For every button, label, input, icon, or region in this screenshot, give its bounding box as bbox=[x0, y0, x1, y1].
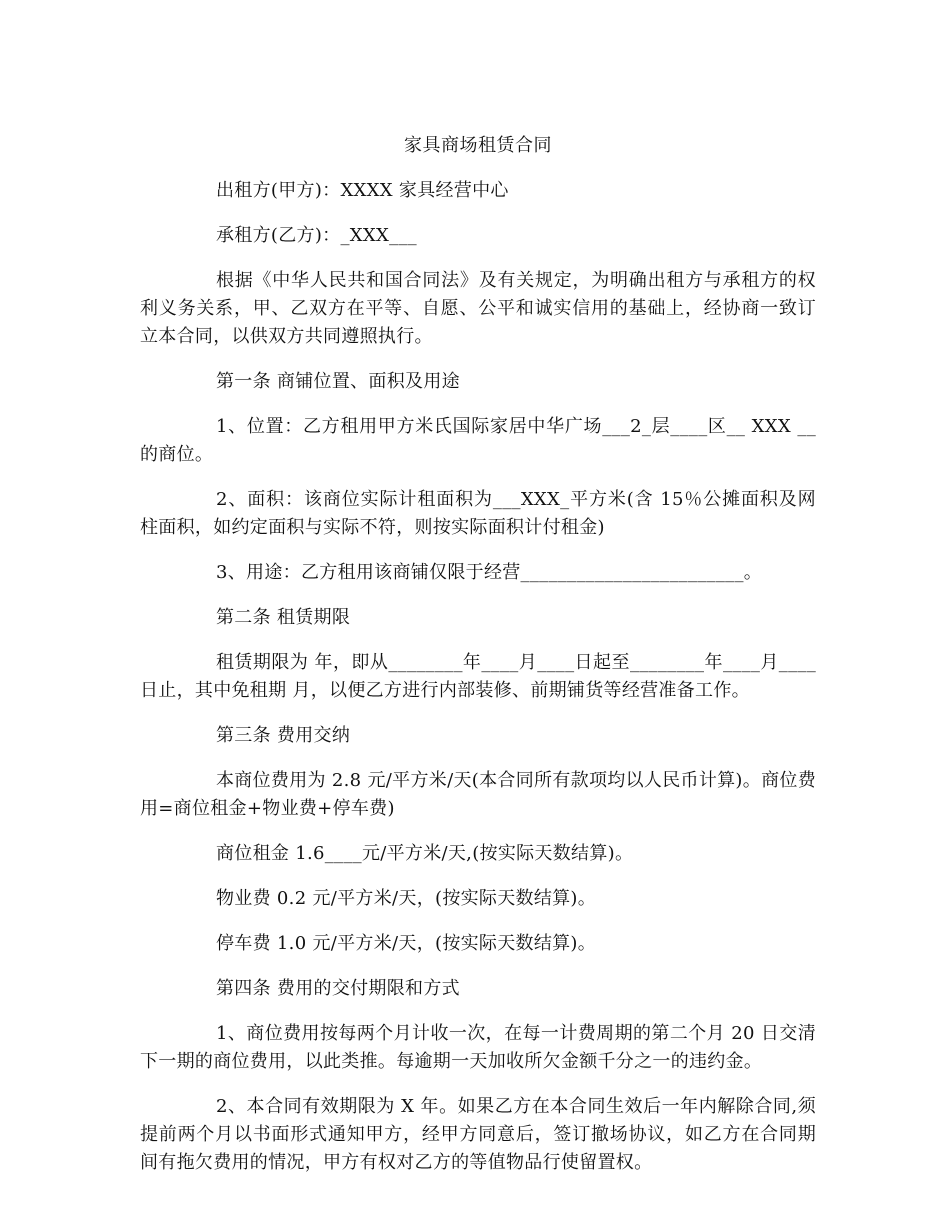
article-3-property-fee: 物业费 0.2 元/平方米/天，(按实际天数结算)。 bbox=[216, 888, 597, 909]
article-3-total-fee: 本商位费用为 2.8 元/平方米/天(本合同所有款项均以人民币计算)。商位费用=商位租金+物业费+停车费) bbox=[140, 770, 816, 819]
article-1-heading: 第一条 商铺位置、面积及用途 bbox=[216, 371, 460, 392]
article-2-heading: 第二条 租赁期限 bbox=[216, 607, 351, 628]
lessee-line: 承租方(乙方)：_XXX___ bbox=[216, 225, 417, 246]
contract-page bbox=[140, 132, 816, 1194]
document-title: 家具商场租赁合同 bbox=[404, 135, 552, 156]
article-1-usage: 3、用途：乙方租用该商铺仅限于经营________________________。 bbox=[216, 562, 763, 583]
lessor-line: 出租方(甲方)：XXXX 家具经营中心 bbox=[216, 180, 509, 201]
article-3-rent: 商位租金 1.6____元/平方米/天,(按实际天数结算)。 bbox=[216, 843, 634, 864]
article-2-term: 租赁期限为 年，即从________年____月____日起至________年____月____日止，其中免租期 月，以便乙方进行内部装修、前期铺货等经营准备工作。 bbox=[140, 652, 816, 701]
article-4-heading: 第四条 费用的交付期限和方式 bbox=[216, 978, 460, 999]
article-1-location: 1、位置：乙方租用甲方米氏国际家居中华广场___2_层____区__ XXX __的商位。 bbox=[140, 416, 816, 465]
article-1-area: 2、面积：该商位实际计租面积为___XXX_平方米(含 15％公摊面积及网柱面积，如约定面积与实际不符，则按实际面积计付租金) bbox=[140, 489, 816, 538]
article-3-heading: 第三条 费用交纳 bbox=[216, 725, 351, 746]
preamble-paragraph: 根据《中华人民共和国合同法》及有关规定，为明确出租方与承租方的权利义务关系，甲、乙双方在平等、自愿、公平和诚实信用的基础上，经协商一致订立本合同，以供双方共同遵照执行。 bbox=[140, 270, 816, 347]
article-4-clause-2: 2、本合同有效期限为 X 年。如果乙方在本合同生效后一年内解除合同,须提前两个月以书面形式通知甲方，经甲方同意后，签订撤场协议，如乙方在合同期间有拖欠费用的情况，甲方有权对乙方的等值物品行使留置权。 bbox=[140, 1096, 816, 1173]
article-3-parking-fee: 停车费 1.0 元/平方米/天，(按实际天数结算)。 bbox=[216, 933, 597, 954]
article-4-clause-1: 1、商位费用按每两个月计收一次，在每一计费周期的第二个月 20 日交清下一期的商位费用，以此类推。每逾期一天加收所欠金额千分之一的违约金。 bbox=[140, 1023, 816, 1072]
